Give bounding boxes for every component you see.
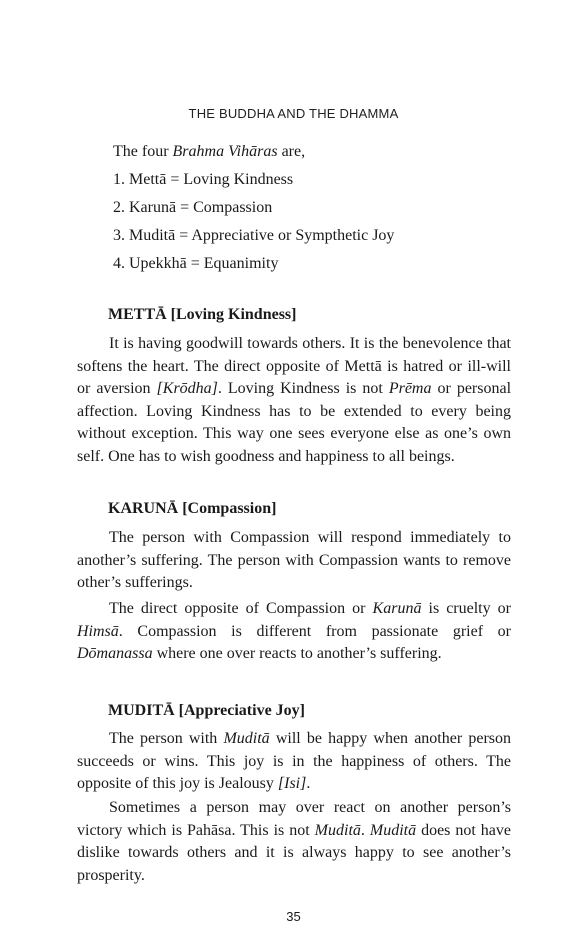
intro-lead-text: The four: [113, 143, 173, 160]
term: [Krōdha]: [156, 380, 218, 398]
vihara-list: [113, 166, 394, 278]
page-number: 35: [286, 909, 301, 924]
text: It is having goodwill towards others. It is the benevolence that softens the heart. The direct opposite of Mettā is hatred or ill-will or aversion: [77, 335, 511, 398]
text: does not have dislike towards others and it is always happy to see another’s prosperity.: [77, 821, 512, 884]
list-item: 3. Muditā = Appreciative or Sympthetic Joy: [113, 227, 395, 244]
text: The direct opposite of Compassion or: [109, 600, 373, 617]
paragraph-mudita-1: [77, 728, 511, 796]
text: .: [306, 775, 311, 793]
term: Dōmanassa: [77, 645, 153, 663]
text: where one over reacts to another’s suffering.: [152, 645, 442, 663]
intro-lead-end: are,: [277, 143, 306, 160]
running-head: THE BUDDHA AND THE DHAMMA: [188, 106, 399, 121]
section-heading-karuna: KARUNĀ [Compassion]: [108, 500, 277, 517]
text: Sometimes a person may over react on another person’s victory which is Pahāsa. This is not: [77, 799, 511, 839]
paragraph-karuna-1: The person with Compassion will respond immediately to another’s suffering. The person with Compassion wants to remove other’s sufferings.: [77, 529, 511, 592]
text: The person with: [109, 730, 224, 747]
term: Karunā: [372, 600, 422, 617]
text: .: [360, 821, 370, 839]
term: Muditā: [314, 821, 361, 839]
text: is cruelty or: [421, 600, 512, 617]
list-item: 4. Upekkhā = Equanimity: [113, 255, 279, 272]
section-heading-metta: METTĀ [Loving Kindness]: [108, 306, 297, 323]
intro-term: Brahma Vihāras: [172, 143, 278, 160]
list-item: 2. Karunā = Compassion: [113, 199, 273, 216]
paragraph-karuna-2: [77, 598, 511, 666]
term: [Isi]: [277, 775, 307, 793]
term: Muditā: [369, 821, 417, 839]
text: . Loving Kindness is not: [217, 380, 389, 398]
term: Himsā: [77, 622, 119, 640]
text: or personal affection. Loving Kindness has to be extended to every being without exception. This way one sees everyone else as one’s own self. One has to wish goodness and happiness to all beings.: [77, 380, 512, 465]
text: will be happy when another person succeeds or wins. This joy is in the happiness of others. The opposite of this joy is Jealousy: [77, 730, 511, 793]
paragraph-mudita-2: [77, 797, 511, 887]
term: Prēma: [388, 380, 432, 398]
text: . Compassion is different from passionate grief or: [118, 622, 511, 640]
paragraph-metta: [77, 333, 511, 469]
section-heading-mudita: MUDITĀ [Appreciative Joy]: [108, 702, 306, 719]
list-item: 1. Mettā = Loving Kindness: [113, 171, 294, 188]
intro-lead: [113, 138, 394, 166]
term: Muditā: [223, 730, 270, 747]
intro-block: [113, 138, 394, 278]
